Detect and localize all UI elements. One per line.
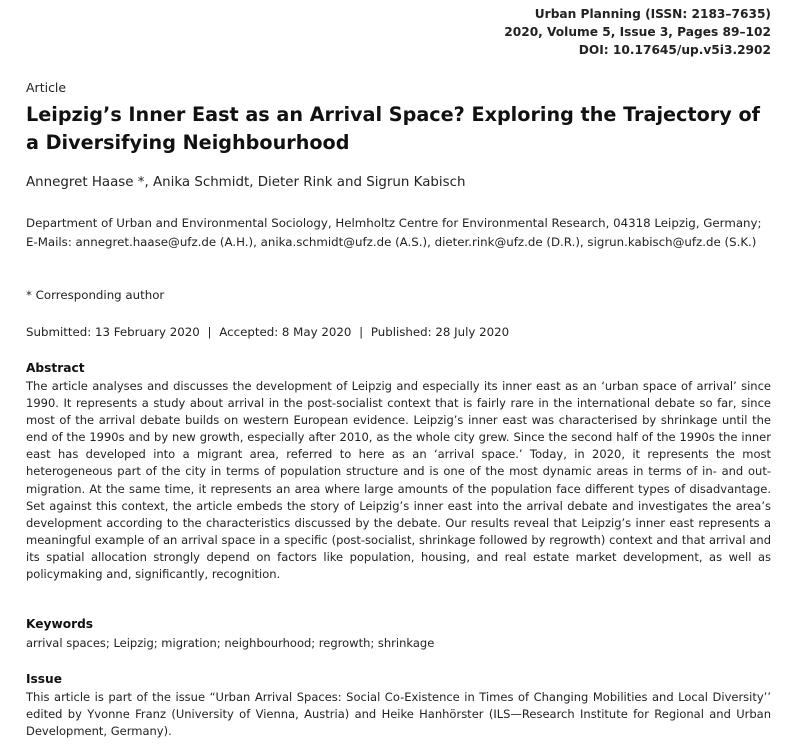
author-list: Annegret Haase *, Anika Schmidt, Dieter Rink and Sigrun Kabisch bbox=[26, 175, 466, 190]
keywords-heading: Keywords bbox=[26, 617, 94, 631]
journal-name: Urban Planning (ISSN: 2183–7635) bbox=[534, 7, 771, 21]
corresponding-author-note: * Corresponding author bbox=[26, 288, 165, 302]
publication-dates bbox=[26, 325, 509, 339]
published-date: Published: 28 July 2020 bbox=[370, 325, 510, 339]
issue-text: This article is part of the issue “Urban Arrival Spaces: Social Co-Existence in Times of Changing Mobilities and Local Diversity’’ edited by Yvonne Franz (University of Vienna, Austria) and Heike Hanhörster (ILS—Research Institute for Regional and Urban Development, Germany). bbox=[26, 690, 771, 739]
accepted-date: Accepted: 8 May 2020 bbox=[219, 325, 352, 339]
date-separator: | bbox=[207, 325, 212, 339]
journal-volume: 2020, Volume 5, Issue 3, Pages 89–102 bbox=[504, 25, 771, 39]
abstract-heading: Abstract bbox=[26, 361, 85, 375]
keywords-text: arrival spaces; Leipzig; migration; neighbourhood; regrowth; shrinkage bbox=[26, 636, 435, 650]
affiliation: Department of Urban and Environmental Sociology, Helmholtz Centre for Environmental Research, 04318 Leipzig, Germany; E-Mails: annegret.haase@ufz.de (A.H.), anika.schmidt@ufz.de (A.S.), dieter.rink@ufz.de (D.R.), sigrun.kabisch@ufz.de (S.K.) bbox=[26, 216, 762, 249]
issue-heading: Issue bbox=[26, 672, 62, 686]
abstract-text: The article analyses and discusses the development of Leipzig and especially its inner east as an ‘urban space of arrival’ since 1990. It represents a study about arrival in the post-socialist context that is fairly rare in the international debate so far, since most of the arrival debate builds on western European evidence. Leipzig’s inner east was characterised by shrinkage until the end of the 1990s and by new growth, especially after 2010, as the whole city grew. Since the second half of the 1990s the inner east has developed into a migrant area, referred to here as an ‘arrival space.’ Today, in 2020, it represents the most heterogeneous part of the city in terms of population structure and is one of the most dynamic areas in terms of in- and out-migration. At the same time, it represents an area where large amounts of the population face different types of disadvantage. Set against this context, the article embeds the story of Leipzig’s inner east into the arrival debate and investigates the area’s development according to the characteristics discussed by the debate. Our results reveal that Leipzig’s inner east represents a meaningful example of an arrival space in a specific (post-socialist, shrinkage followed by regrowth) context and that arrival and its spatial allocation strongly depend on factors like population, housing, and real estate market development, as well as policymaking and, significantly, recognition. bbox=[26, 379, 771, 582]
journal-info bbox=[504, 5, 771, 59]
article-title: Leipzig’s Inner East as an Arrival Space? Exploring the Trajectory of a Diversifying Neighbourhood bbox=[26, 103, 760, 154]
date-separator: | bbox=[359, 325, 364, 339]
article-type: Article bbox=[26, 80, 67, 95]
journal-doi: DOI: 10.17645/up.v5i3.2902 bbox=[578, 43, 771, 57]
submitted-date: Submitted: 13 February 2020 bbox=[26, 325, 200, 339]
